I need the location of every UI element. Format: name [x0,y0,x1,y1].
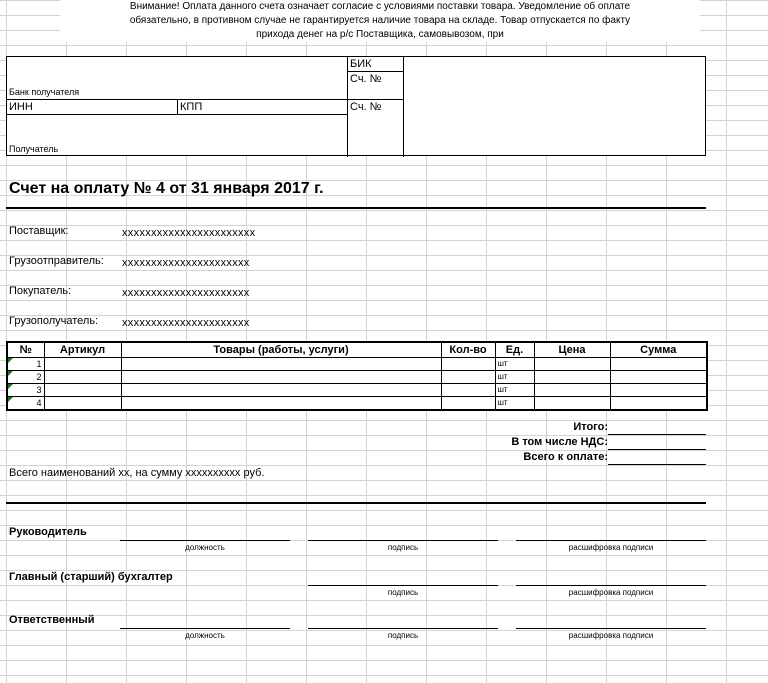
director-decoding-caption: расшифровка подписи [568,543,654,552]
bank-details-block [6,56,706,156]
row-unit: шт [495,371,534,384]
row-qty [441,358,495,371]
summary-text: Всего наименований xx, на сумму xxxxxxxxxx руб. [9,467,265,479]
row-sum [610,384,707,397]
director-position-line [120,540,290,541]
table-row [7,384,707,397]
responsible-signature-caption: подпись [387,631,419,640]
row-sum [610,397,707,411]
row-article [44,371,121,384]
row-article [44,397,121,411]
consignee-value: xxxxxxxxxxxxxxxxxxxxxx [122,317,250,329]
account-label-1: Сч. № [350,73,382,85]
col-header-sum: Сумма [610,342,707,358]
kpp-label: КПП [180,101,203,113]
shipper-label: Грузоотправитель: [9,255,104,267]
accountant-signature-caption: подпись [387,588,419,597]
row-goods [121,384,441,397]
director-decoding-line [516,540,706,541]
row-price [534,397,610,411]
total-label: Итого: [573,421,608,433]
consignee-label: Грузополучатель: [9,315,99,327]
col-header-unit: Ед. [495,342,534,358]
row-num: 3 [7,384,44,397]
row-num: 2 [7,371,44,384]
notice-line-3: прихода денег на р/с Поставщика, самовывозом, при [256,29,504,40]
recipient-label: Получатель [9,144,59,154]
notice-text [60,0,700,42]
row-qty [441,384,495,397]
row-num: 4 [7,397,44,411]
responsible-label: Ответственный [9,614,95,626]
accountant-label: Главный (старший) бухгалтер [9,571,173,583]
responsible-position-line [120,628,290,629]
col-header-price: Цена [534,342,610,358]
row-sum [610,358,707,371]
row-article [44,358,121,371]
row-price [534,371,610,384]
bik-label: БИК [350,58,372,70]
accountant-decoding-line [516,585,706,586]
col-header-article: Артикул [44,342,121,358]
row-unit: шт [495,358,534,371]
responsible-decoding-line [516,628,706,629]
row-qty [441,397,495,411]
accountant-decoding-caption: расшифровка подписи [568,588,654,597]
row-qty [441,371,495,384]
responsible-signature-line [308,628,498,629]
row-num: 1 [7,358,44,371]
summary-divider [6,502,706,504]
row-goods [121,371,441,384]
table-row [7,358,707,371]
table-header-row [7,342,707,358]
supplier-label: Поставщик: [9,225,69,237]
supplier-value: xxxxxxxxxxxxxxxxxxxxxxx [122,227,256,239]
shipper-value: xxxxxxxxxxxxxxxxxxxxxx [122,257,250,269]
row-unit: шт [495,397,534,411]
col-header-qty: Кол-во [441,342,495,358]
inn-label: ИНН [9,101,33,113]
vat-label: В том числе НДС: [511,436,608,448]
notice-line-1: Внимание! Оплата данного счета означает согласие с условиями поставки товара. Уведомление об оплате [129,1,631,12]
notice-line-2: обязательно, в противном случае не гарантируется наличие товара на складе. Товар отпускается по факту [129,15,631,26]
row-price [534,358,610,371]
buyer-value: xxxxxxxxxxxxxxxxxxxxxx [122,287,250,299]
row-goods [121,397,441,411]
director-position-caption: должность [185,543,225,552]
account-label-2: Сч. № [350,101,382,113]
table-row [7,397,707,411]
director-label: Руководитель [9,526,87,538]
items-table [6,341,708,411]
title-divider [6,207,706,209]
row-goods [121,358,441,371]
director-signature-caption: подпись [387,543,419,552]
buyer-label: Покупатель: [9,285,72,297]
director-signature-line [308,540,498,541]
total-due-label: Всего к оплате: [523,451,608,463]
table-row [7,371,707,384]
invoice-title: Счет на оплату № 4 от 31 января 2017 г. [9,180,324,197]
row-sum [610,371,707,384]
row-unit: шт [495,384,534,397]
col-header-goods: Товары (работы, услуги) [121,342,441,358]
row-article [44,384,121,397]
responsible-decoding-caption: расшифровка подписи [568,631,654,640]
row-price [534,384,610,397]
responsible-position-caption: должность [185,631,225,640]
accountant-signature-line [308,585,498,586]
bank-label: Банк получателя [9,87,80,97]
col-header-num: № [7,342,44,358]
